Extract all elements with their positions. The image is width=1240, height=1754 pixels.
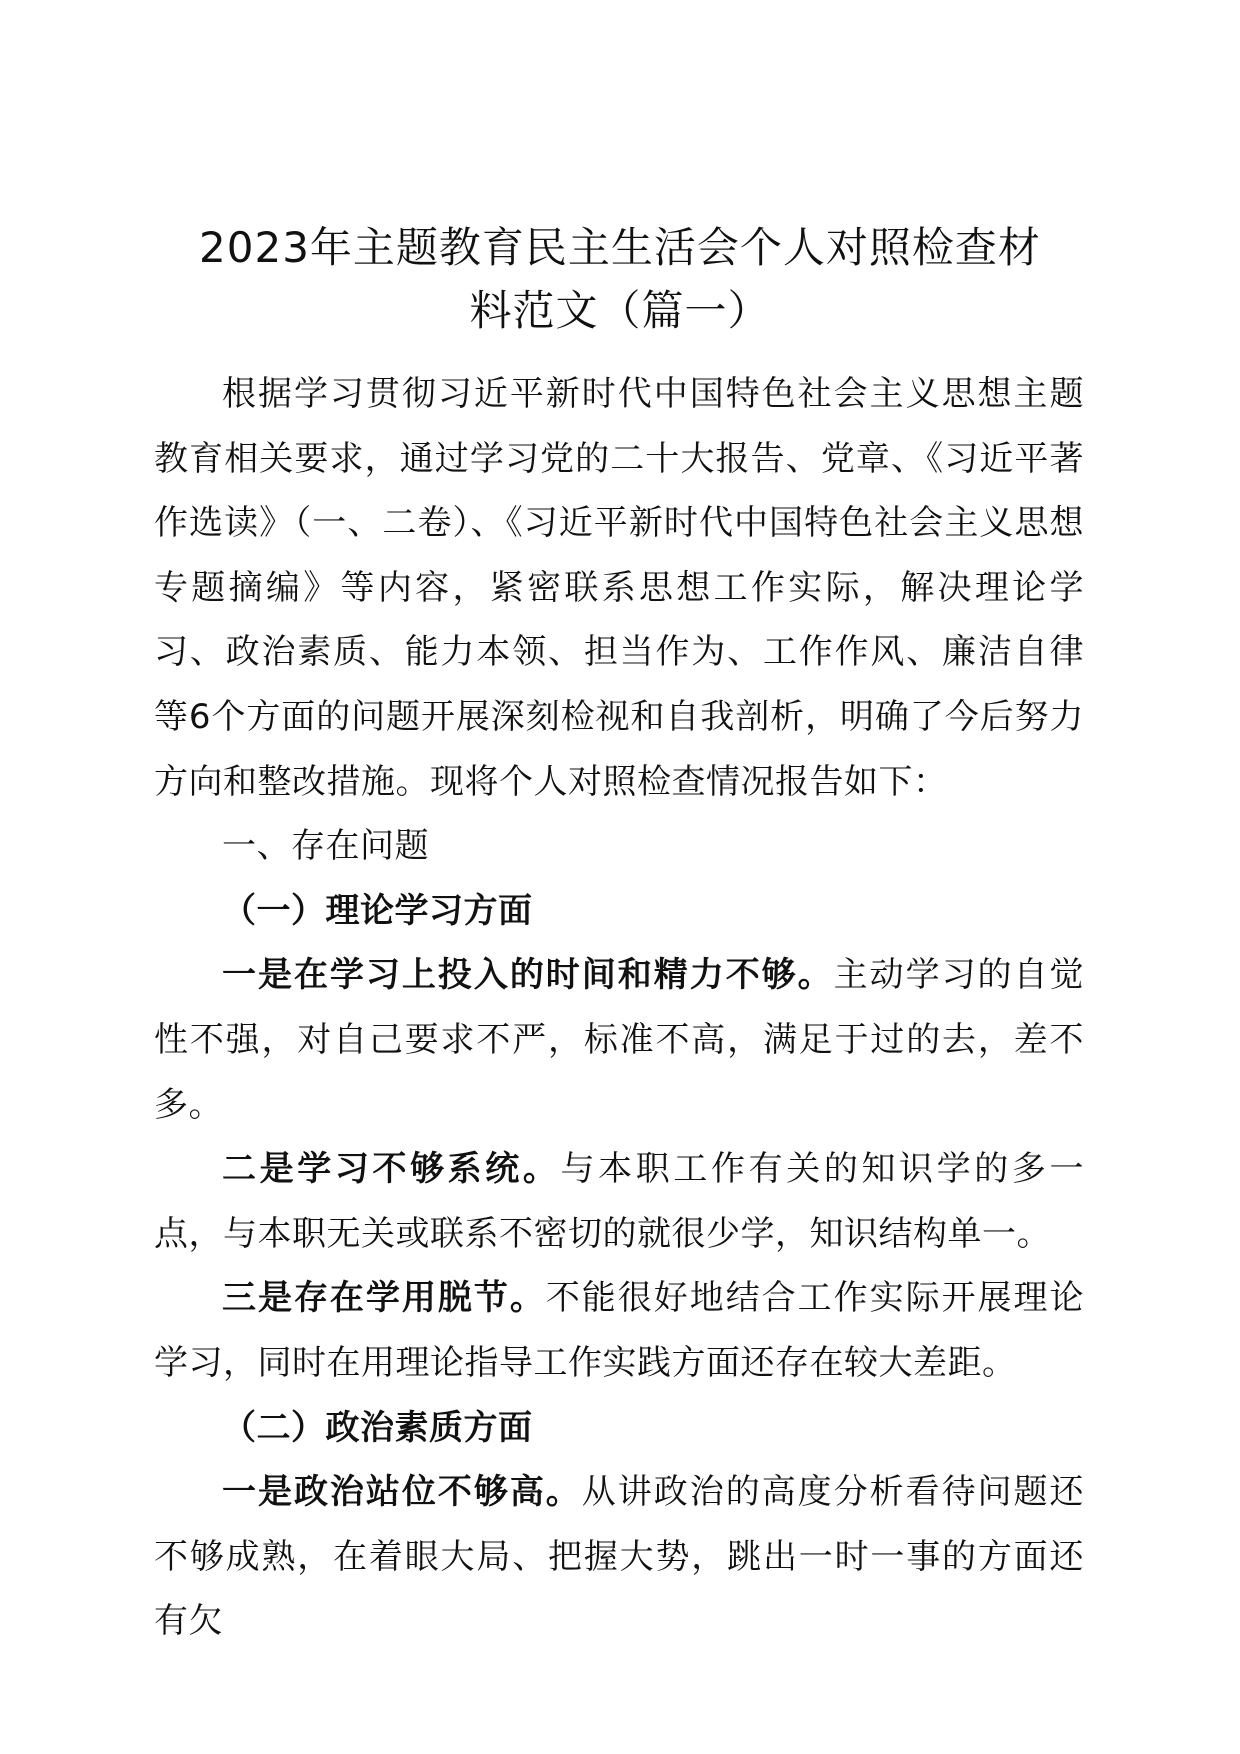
problem-item-4 xyxy=(154,1460,1084,1654)
problem-item-4-text: 从讲政治的高度分析看待问题还不够成熟，在着眼大局、把握大势，跳出一时一事的方面还有欠 xyxy=(154,1472,1085,1642)
problem-item-2-text: 与本职工作有关的知识学的多一点，与本职无关或联系不密切的就很少学，知识结构单一。 xyxy=(154,1149,1085,1254)
problem-item-3-text: 不能很好地结合工作实际开展理论学习，同时在用理论指导工作实践方面还存在较大差距。 xyxy=(154,1278,1085,1383)
problem-item-1 xyxy=(154,943,1084,1137)
problem-item-1-lead: 一是在学习上投入的时间和精力不够。 xyxy=(222,955,834,996)
problem-item-4-lead: 一是政治站位不够高。 xyxy=(222,1472,582,1513)
section-heading-problems: 一、存在问题 xyxy=(222,826,429,867)
document-title-line-2: 料范文（篇一） xyxy=(469,286,771,335)
subsection-heading-political-quality: （二）政治素质方面 xyxy=(222,1407,533,1448)
intro-paragraph: 根据学习贯彻习近平新时代中国特色社会主义思想主题教育相关要求，通过学习党的二十大报告、党章、《习近平著作选读》（一、二卷）、《习近平新时代中国特色社会主义思想专题摘编》等内容，紧密联系思想工作实际，解决理论学习、政治素质、能力本领、担当作为、工作作风、廉洁自律等6个方面的问题开展深刻检视和自我剖析，明确了今后努力方向和整改措施。现将个人对照检查情况报告如下： xyxy=(154,374,1084,802)
problem-item-2 xyxy=(154,1137,1084,1266)
problem-item-1-text: 主动学习的自觉性不强，对自己要求不严，标准不高，满足于过的去，差不多。 xyxy=(154,955,1085,1125)
problem-item-3-lead: 三是存在学用脱节。 xyxy=(222,1278,546,1319)
subsection-heading-theory-study: （一）理论学习方面 xyxy=(222,890,533,931)
problem-item-3 xyxy=(154,1266,1084,1395)
problem-item-2-lead: 二是学习不够系统。 xyxy=(222,1149,561,1190)
document-body xyxy=(154,362,1084,1654)
document-title-line-1: 2023年主题教育民主生活会个人对照检查材 xyxy=(199,223,1041,272)
